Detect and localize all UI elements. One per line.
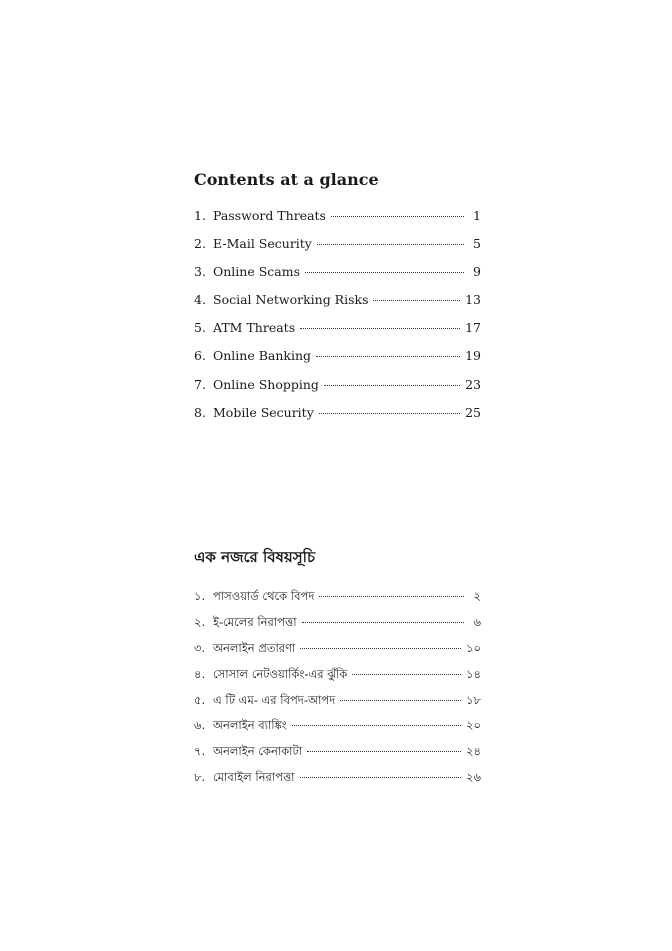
toc-entry	[194, 636, 481, 662]
dot-leader	[352, 674, 461, 675]
entry-label: অনলাইন প্রতারণা	[213, 640, 296, 655]
entry-label: Social Networking Risks	[213, 292, 369, 308]
entry-page: ২৬	[466, 770, 481, 785]
entry-label: পাসওয়ার্ড থেকে বিপদ	[213, 589, 315, 603]
entry-page: ২	[473, 589, 481, 603]
toc-entry	[194, 662, 481, 688]
entry-page: ১৪	[466, 666, 481, 681]
entry-label: Online Shopping	[213, 376, 319, 392]
toc-english	[194, 170, 481, 427]
dot-leader	[340, 700, 461, 701]
entry-number: 6.	[194, 348, 206, 364]
dot-leader	[316, 356, 460, 357]
entry-page: ১৮	[466, 692, 481, 707]
entry-label: এ টি এম- এর বিপদ-আপদ	[213, 692, 336, 707]
dot-leader	[300, 777, 462, 778]
toc-entry	[194, 371, 481, 399]
dot-leader	[317, 244, 464, 245]
entry-label: Mobile Security	[213, 404, 314, 420]
entry-label: E-Mail Security	[213, 236, 312, 252]
dot-leader	[331, 216, 464, 217]
entry-label: ATM Threats	[213, 320, 296, 336]
dot-leader	[319, 413, 460, 414]
dot-leader	[319, 596, 464, 597]
entry-label: অনলাইন ব্যাঙ্কিং	[213, 718, 287, 733]
entry-number: 2.	[194, 236, 206, 252]
entry-page: 13	[465, 292, 481, 308]
entry-number: ৭.	[194, 744, 206, 759]
dot-leader	[300, 648, 461, 649]
entry-page: 19	[465, 348, 481, 364]
toc-english-list	[194, 202, 481, 427]
entry-page: ২৪	[466, 744, 481, 759]
dot-leader	[305, 272, 464, 273]
toc-english-title: Contents at a glance	[194, 170, 379, 189]
entry-number: 1.	[194, 208, 206, 223]
toc-entry	[194, 610, 481, 636]
toc-entry	[194, 258, 481, 286]
entry-number: 7.	[194, 376, 206, 392]
entry-label: Online Banking	[213, 348, 312, 364]
entry-label: Online Scams	[213, 264, 300, 280]
entry-page: 9	[473, 264, 481, 280]
entry-number: ৫.	[194, 692, 206, 707]
entry-number: ২.	[194, 614, 206, 629]
toc-entry	[194, 202, 481, 230]
toc-entry	[194, 230, 481, 258]
entry-number: ১.	[194, 589, 206, 603]
entry-label: অনলাইন কেনাকাটা	[213, 744, 303, 759]
dot-leader	[292, 725, 461, 726]
toc-entry	[194, 286, 481, 314]
entry-page: 23	[465, 376, 481, 392]
entry-label: ই-মেলের নিরাপত্তা	[213, 614, 297, 629]
entry-page: 1	[473, 208, 481, 223]
dot-leader	[324, 385, 460, 386]
toc-entry	[194, 342, 481, 370]
entry-number: 4.	[194, 292, 206, 308]
toc-bengali	[194, 547, 481, 791]
dot-leader	[300, 328, 460, 329]
entry-page: 25	[465, 404, 481, 420]
entry-number: 5.	[194, 320, 206, 336]
entry-number: 8.	[194, 404, 206, 420]
entry-page: 5	[473, 236, 481, 252]
entry-label: মোবাইল নিরাপত্তা	[213, 770, 295, 785]
toc-entry	[194, 713, 481, 739]
dot-leader	[373, 300, 460, 301]
entry-page: 17	[465, 320, 481, 336]
entry-page: ২০	[466, 718, 481, 733]
entry-page: ১০	[466, 640, 481, 655]
entry-number: ৩.	[194, 640, 206, 655]
toc-entry	[194, 688, 481, 714]
toc-bengali-title: এক নজরে বিষয়সূচি	[194, 548, 316, 566]
dot-leader	[307, 751, 461, 752]
toc-entry	[194, 765, 481, 791]
toc-entry	[194, 399, 481, 427]
toc-bengali-list	[194, 584, 481, 791]
toc-entry	[194, 584, 481, 610]
toc-entry	[194, 314, 481, 342]
entry-number: ৮.	[194, 770, 206, 785]
toc-entry	[194, 739, 481, 765]
entry-number: ৬.	[194, 718, 206, 733]
entry-number: ৪.	[194, 666, 206, 681]
entry-number: 3.	[194, 264, 206, 280]
entry-page: ৬	[473, 614, 481, 629]
entry-label: Password Threats	[213, 208, 326, 223]
entry-label: সোসাল নেটওয়ার্কিং-এর ঝুঁকি	[213, 666, 348, 681]
dot-leader	[302, 622, 464, 623]
